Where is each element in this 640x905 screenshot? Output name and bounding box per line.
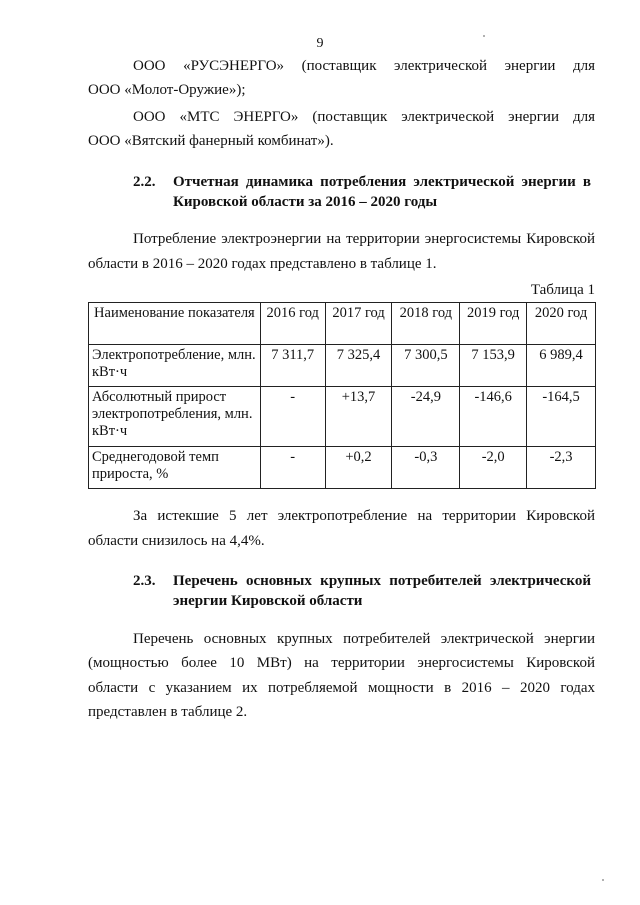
header-cell: 2016 год xyxy=(260,303,325,345)
table-cell: - xyxy=(260,447,325,489)
table-row xyxy=(89,345,596,387)
table-cell: -164,5 xyxy=(527,387,596,447)
table-row xyxy=(89,447,596,489)
table-cell: -146,6 xyxy=(460,387,527,447)
paragraph-line-1: Потребление электроэнергии на территории энергосистемы Кировской xyxy=(133,231,595,247)
header-cell: 2018 год xyxy=(392,303,460,345)
table-header-row xyxy=(89,303,596,345)
section-title-line-2: Кировской области за 2016 – 2020 годы xyxy=(173,194,438,210)
paragraph-line-2: области в 2016 – 2020 годах представлено в таблице 1. xyxy=(88,256,437,272)
intro-line-4: ООО «Вятский фанерный комбинат»). xyxy=(88,133,334,149)
table-cell: - xyxy=(260,387,325,447)
section-2-2-heading xyxy=(133,174,595,216)
intro-line-1: ООО «РУСЭНЕРГО» (поставщик электрической энергии для xyxy=(133,58,595,74)
section-number: 2.3. xyxy=(133,573,156,589)
header-cell: 2019 год xyxy=(460,303,527,345)
intro-line-3: ООО «МТС ЭНЕРГО» (поставщик электрической энергии для xyxy=(133,109,595,125)
table-cell: 7 300,5 xyxy=(392,345,460,387)
table-caption: Таблица 1 xyxy=(530,282,595,298)
table-cell: -0,3 xyxy=(392,447,460,489)
table-row xyxy=(89,387,596,447)
paragraph-line-4: представлен в таблице 2. xyxy=(88,704,248,720)
row-label: Среднегодовой темп прироста, % xyxy=(89,447,261,489)
header-cell: Наименование показателя xyxy=(89,303,261,345)
table-cell: -2,0 xyxy=(460,447,527,489)
table-cell: +0,2 xyxy=(325,447,392,489)
intro-line-2: ООО «Молот-Оружие»); xyxy=(88,82,246,98)
section-title-line-1: Отчетная динамика потребления электрической энергии в xyxy=(173,174,591,190)
section-number: 2.2. xyxy=(133,174,156,190)
table-cell: +13,7 xyxy=(325,387,392,447)
header-cell: 2017 год xyxy=(325,303,392,345)
table-1 xyxy=(88,302,596,489)
table-cell: 7 153,9 xyxy=(460,345,527,387)
table-cell: 7 311,7 xyxy=(260,345,325,387)
section-2-3-heading xyxy=(133,573,595,615)
row-label: Электропотребление, млн. кВт·ч xyxy=(89,345,261,387)
table-cell: -2,3 xyxy=(527,447,596,489)
summary-line-1: За истекшие 5 лет электропотребление на территории Кировской xyxy=(133,508,595,524)
row-label: Абсолютный прирост электропотребления, млн. кВт·ч xyxy=(89,387,261,447)
header-cell: 2020 год xyxy=(527,303,596,345)
page-number: 9 xyxy=(316,36,324,51)
scan-speck xyxy=(483,35,485,37)
table-cell: -24,9 xyxy=(392,387,460,447)
table-cell: 6 989,4 xyxy=(527,345,596,387)
scan-speck xyxy=(602,879,604,881)
summary-line-2: области снизилось на 4,4%. xyxy=(88,533,265,549)
section-title-line-2: энергии Кировской области xyxy=(173,593,363,609)
paragraph-line-3: области с указанием их потребляемой мощности в 2016 – 2020 годах xyxy=(88,680,595,696)
paragraph-line-1: Перечень основных крупных потребителей электрической энергии xyxy=(133,631,595,647)
section-title-line-1: Перечень основных крупных потребителей электрической xyxy=(173,573,591,589)
paragraph-line-2: (мощностью более 10 МВт) на территории энергосистемы Кировской xyxy=(88,655,595,671)
table-cell: 7 325,4 xyxy=(325,345,392,387)
